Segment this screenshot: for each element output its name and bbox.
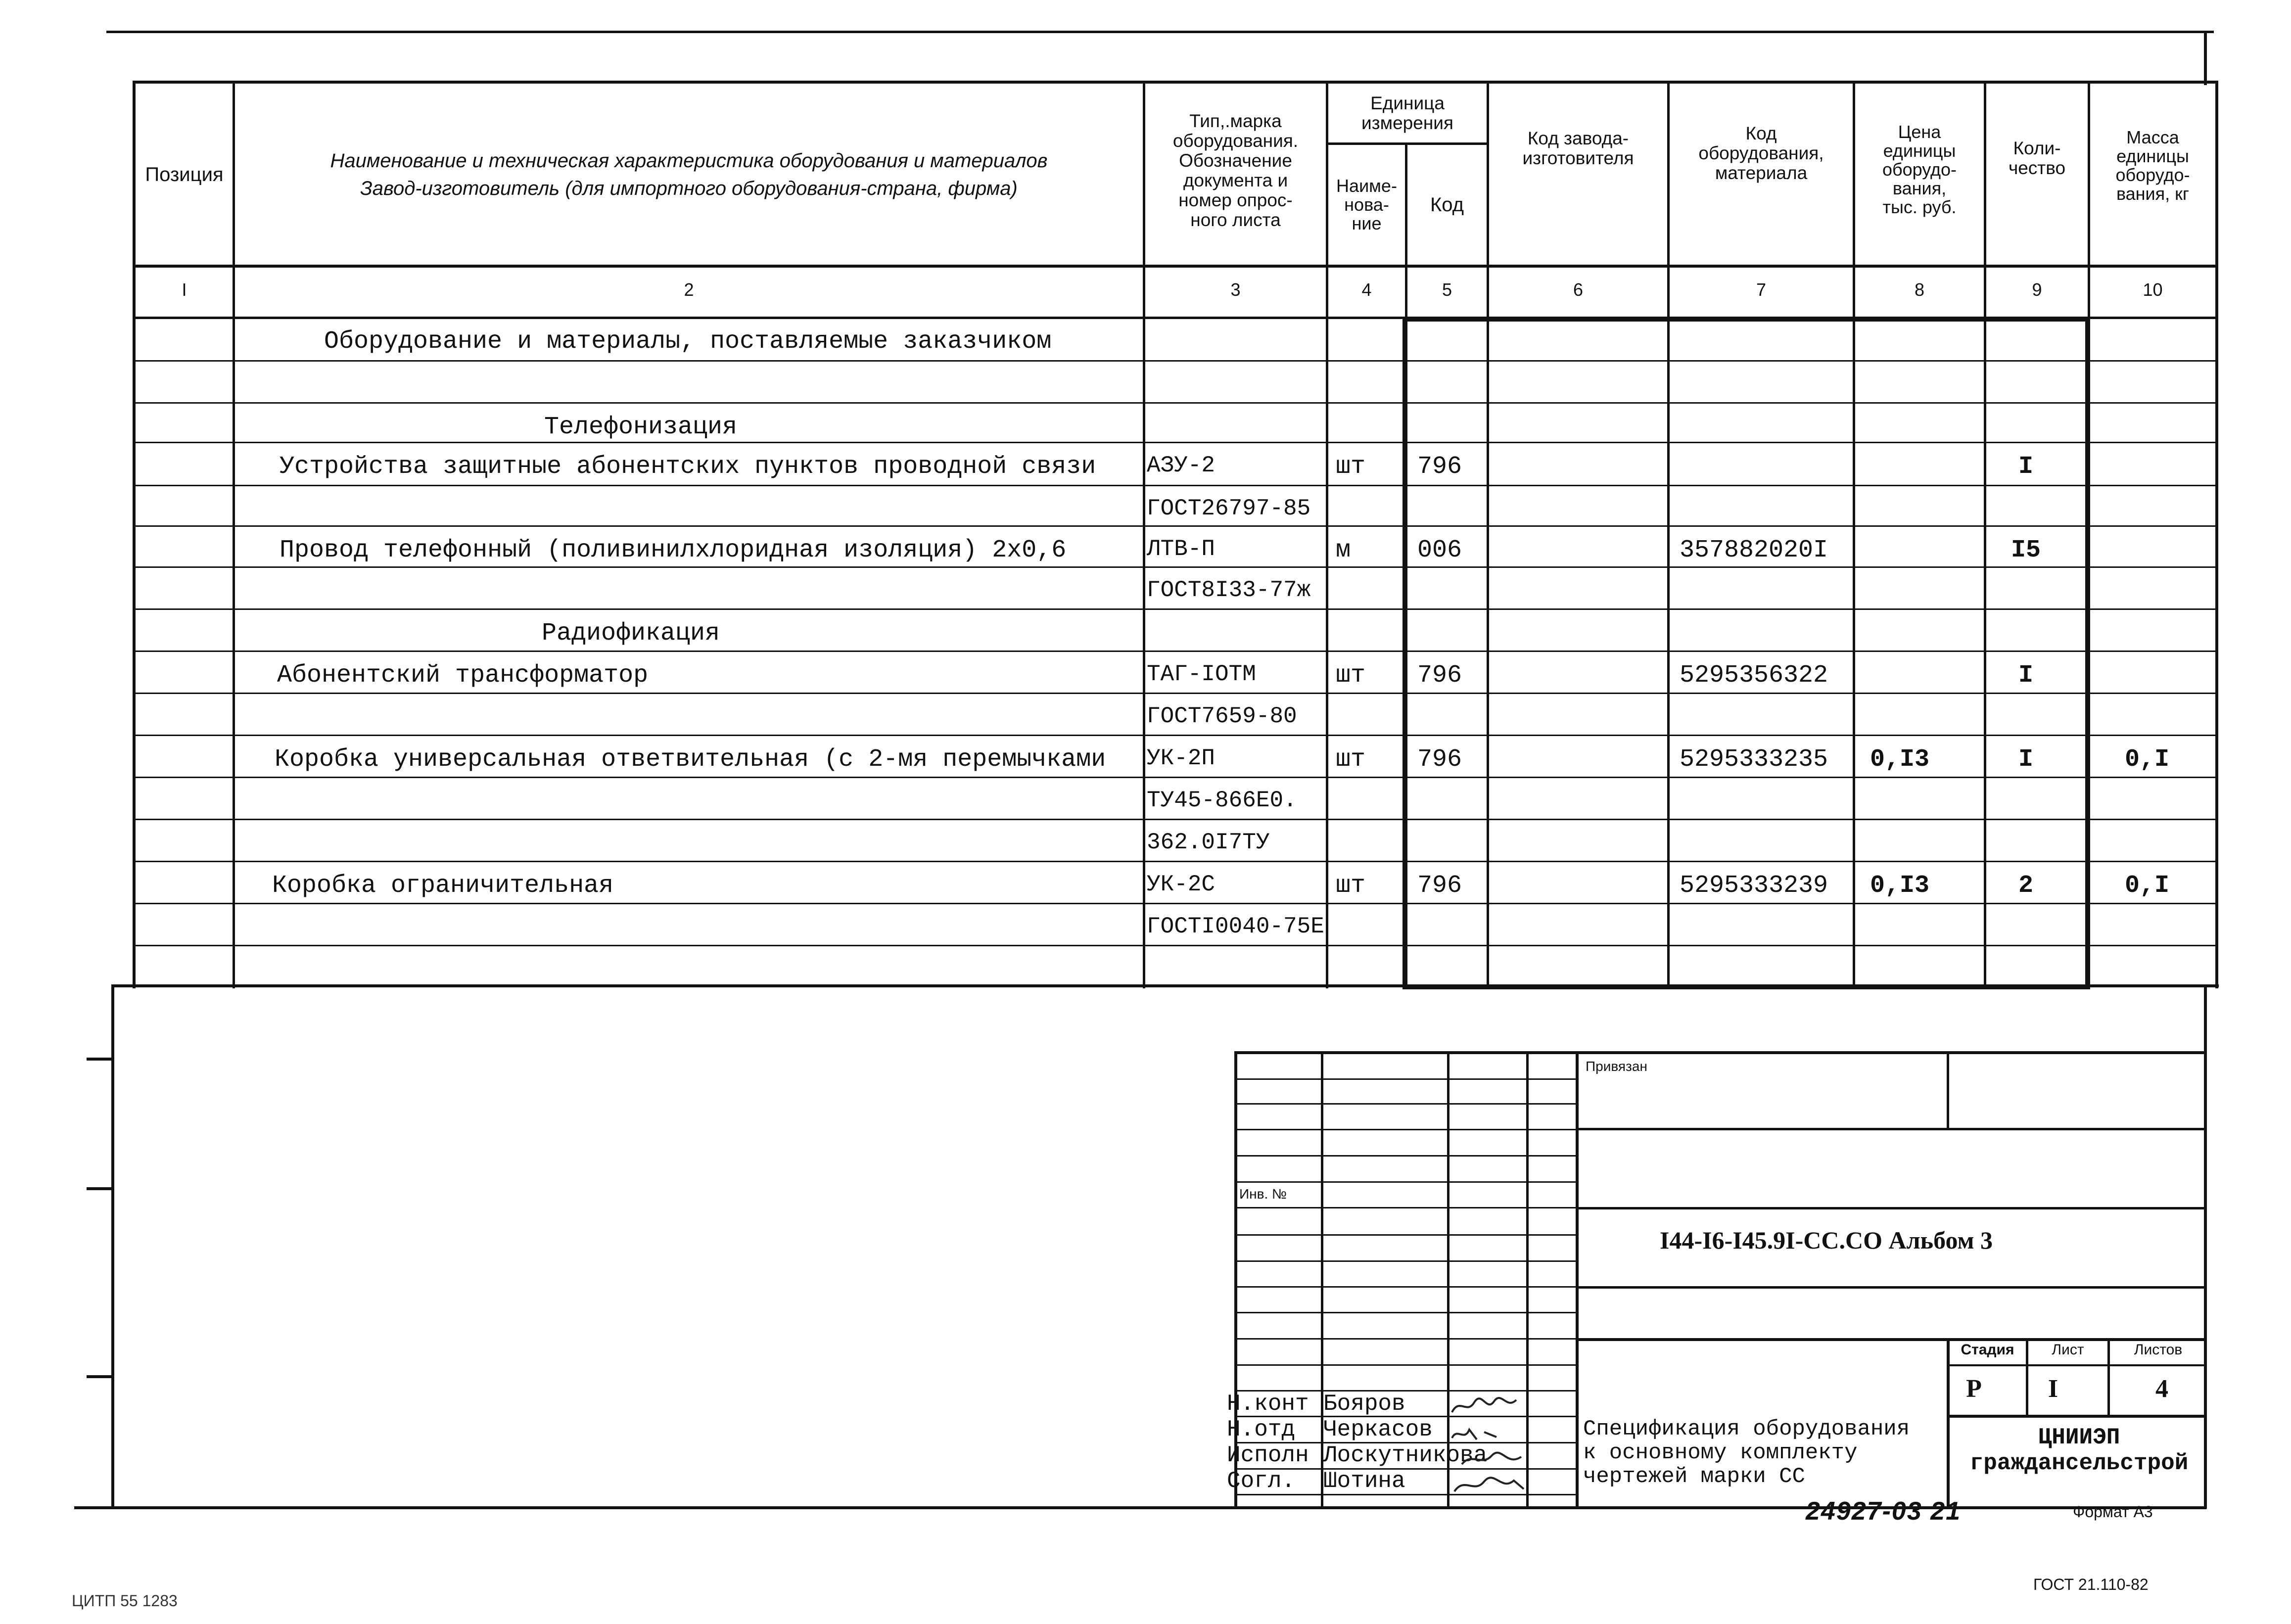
handwritten-number: 24927-03 21 [1806,1497,1962,1526]
row-name: Абонентский трансформатор [277,661,649,690]
row-qty: 2 [2018,872,2033,900]
header-name-line1: Наименование и техническая характеристика оборудования и материалов [330,149,1048,172]
tb-privyazan-sep [1947,1051,1949,1130]
row-type: ГОСТI0040-75Е [1147,914,1324,939]
tb-row [1234,1312,1576,1313]
row-qty: I [2018,745,2033,774]
header-unit-code: Код [1430,194,1464,216]
sheets-label: Листов [2134,1342,2183,1358]
row-price: 0,I3 [1870,872,1930,900]
sheet-value: I [2048,1375,2058,1403]
tb-row [1234,1129,1576,1130]
tb-stage-left [1947,1338,1950,1509]
row-equip: 5295333235 [1680,745,1828,774]
row-line [133,819,2218,820]
thick-box-right [2085,317,2090,989]
table-bottom-border [114,984,2219,987]
left-frame-line [111,984,114,1509]
row-mass: 0,I [2124,745,2169,774]
role-label: Н.отд [1227,1417,1296,1442]
tb-row [1234,1155,1576,1157]
row-code: 796 [1417,745,1462,774]
col-number: 3 [1230,279,1241,300]
row-equip: 5295356322 [1680,661,1828,690]
margin-tick [87,1058,111,1061]
role-label: Н.конт [1227,1391,1309,1417]
table-left-border [133,81,136,988]
header-mass: Масса единицы оборудо- вания, кг [2115,127,2190,204]
header-type: Тип,.марка оборудования. Обозначение документа и номер опрос- ного листа [1172,111,1299,230]
tb-row [1234,1207,1576,1208]
col-sep-5 [1487,81,1489,988]
header-plant-code: Код завода- изготовителя [1522,128,1634,168]
row-line [133,360,2218,362]
sheet-label: Лист [2052,1342,2084,1358]
row-price: 0,I3 [1870,745,1930,774]
row-line [133,777,2218,778]
row-name: Оборудование и материалы, поставляемые заказчиком [324,327,1052,356]
row-unit: шт [1336,872,1366,900]
row-code: 796 [1417,872,1462,900]
col-sep-8 [1984,81,1986,988]
row-type: УК-2С [1147,872,1216,897]
tb-row [1234,1234,1576,1236]
header-qty: Коли- чество [2008,138,2066,178]
row-name: Коробка ограничительная [272,872,614,900]
row-type: ГОСТ8I33-77ж [1147,577,1311,603]
header-price: Цена единицы оборудо- вания, тыс. руб. [1882,121,1957,217]
gost-label: ГОСТ 21.110-82 [2033,1576,2149,1593]
row-equip: 5295333239 [1680,872,1828,900]
table-top-border [133,81,2218,84]
margin-tick [87,1375,111,1378]
row-type: ТАГ-IОТМ [1147,661,1256,687]
row-line [133,693,2218,694]
row-line [133,485,2218,486]
col-number: 5 [1442,279,1452,300]
table-right-border [2215,81,2218,988]
stage-value: Р [1966,1375,1982,1403]
row-line [133,525,2218,527]
row-name: Коробка универсальная ответвительная (с 2-мя перемычками [275,745,1106,774]
row-line [133,442,2218,443]
row-type: ГОСТ7659-80 [1147,703,1297,729]
row-type: ТУ45-866Е0. [1147,788,1297,813]
row-unit: шт [1336,453,1366,481]
row-unit: шт [1336,661,1366,690]
row-line [133,945,2218,946]
person-name: Бояров [1323,1391,1405,1417]
row-name: Радиофикация [542,619,720,648]
person-name: Шотина [1323,1468,1405,1494]
row-unit: шт [1336,745,1366,774]
row-line [133,402,2218,404]
row-type: ГОСТ26797-85 [1147,496,1311,521]
row-line [133,903,2218,904]
row-unit: м [1336,536,1351,564]
sheets-value: 4 [2155,1375,2168,1403]
tb-right-row [1576,1286,2206,1289]
privyazan-label: Привязан [1586,1059,1647,1074]
description: Спецификация оборудования к основному комплекту чертежей марки СС [1583,1417,1910,1489]
tb-row [1234,1286,1576,1288]
row-name: Телефонизация [544,413,738,441]
tb-row [1234,1181,1576,1183]
tb-row [1234,1103,1576,1105]
header-name-line2: Завод-изготовитель (для импортного оборудования-страна, фирма) [360,177,1018,199]
tb-top [1234,1051,2206,1054]
tb-row [1234,1078,1576,1080]
row-mass: 0,I [2124,872,2169,900]
row-code: 796 [1417,661,1462,690]
tb-row [1234,1338,1576,1340]
format-label: Формат А3 [2073,1503,2153,1521]
tb-stage-row [1947,1415,2206,1418]
person-name: Лоскутникова [1323,1442,1488,1468]
header-position: Позиция [145,163,224,186]
top-edge-line [106,31,2214,33]
col-number: 9 [2032,279,2042,300]
col-number: 7 [1756,279,1767,300]
header-bottom-border [133,265,2218,268]
col-number: 4 [1361,279,1372,300]
row-code: 796 [1417,453,1462,481]
inv-no-label: Инв. № [1239,1186,1287,1202]
tb-row [1234,1260,1576,1262]
thick-box-top [1403,317,2090,322]
row-type: УК-2П [1147,745,1216,771]
row-line [133,608,2218,610]
stage-label: Стадия [1961,1342,2014,1358]
row-line [133,650,2218,652]
row-qty: I [2018,661,2033,690]
document-code: I44-I6-I45.9I-СС.СО Альбом 3 [1660,1226,1993,1254]
header-unit-name: Наиме- нова- ние [1336,176,1397,233]
header-unit: Единица измерения [1361,93,1453,133]
row-type: ЛТВ-П [1147,536,1216,562]
header-name [235,84,1143,265]
row-qty: I [2018,453,2033,481]
role-label: Исполн [1227,1442,1309,1468]
tb-right-row [1576,1207,2206,1209]
col-number: 2 [684,279,694,300]
tb-row [1234,1364,1576,1366]
row-line [133,566,2218,568]
header-equip-code: Код оборудования, материала [1698,123,1824,183]
row-line [133,735,2218,736]
tb-col-4 [1576,1051,1579,1509]
col-sep-6 [1667,81,1670,988]
row-name: Провод телефонный (поливинилхлоридная изоляция) 2х0,6 [280,536,1067,564]
role-label: Согл. [1227,1468,1296,1494]
row-equip: 357882020I [1680,536,1828,564]
tb-right-row [1576,1338,2206,1341]
organization: ЦНИИЭП граждансельстрой [1969,1425,2189,1476]
row-name: Устройства защитные абонентских пунктов проводной связи [280,453,1096,481]
top-right-mark [2204,31,2207,85]
col-number: 8 [1914,279,1925,300]
row-type: АЗУ-2 [1147,453,1216,478]
tb-right-row [1576,1128,2206,1130]
row-qty: I5 [2010,536,2041,564]
signatures [1447,1392,1531,1496]
row-line [133,861,2218,862]
row-type: 362.0I7ТУ [1147,830,1270,855]
person-name: Черкасов [1323,1417,1433,1442]
col-number: 10 [2143,279,2163,300]
margin-tick [87,1187,111,1190]
bottom-left-stamp: ЦИТП 55 1283 [72,1592,178,1610]
col-number: I [182,279,187,300]
tb-stage-row [1947,1364,2206,1366]
row-code: 006 [1417,536,1462,564]
col-number: 6 [1573,279,1584,300]
